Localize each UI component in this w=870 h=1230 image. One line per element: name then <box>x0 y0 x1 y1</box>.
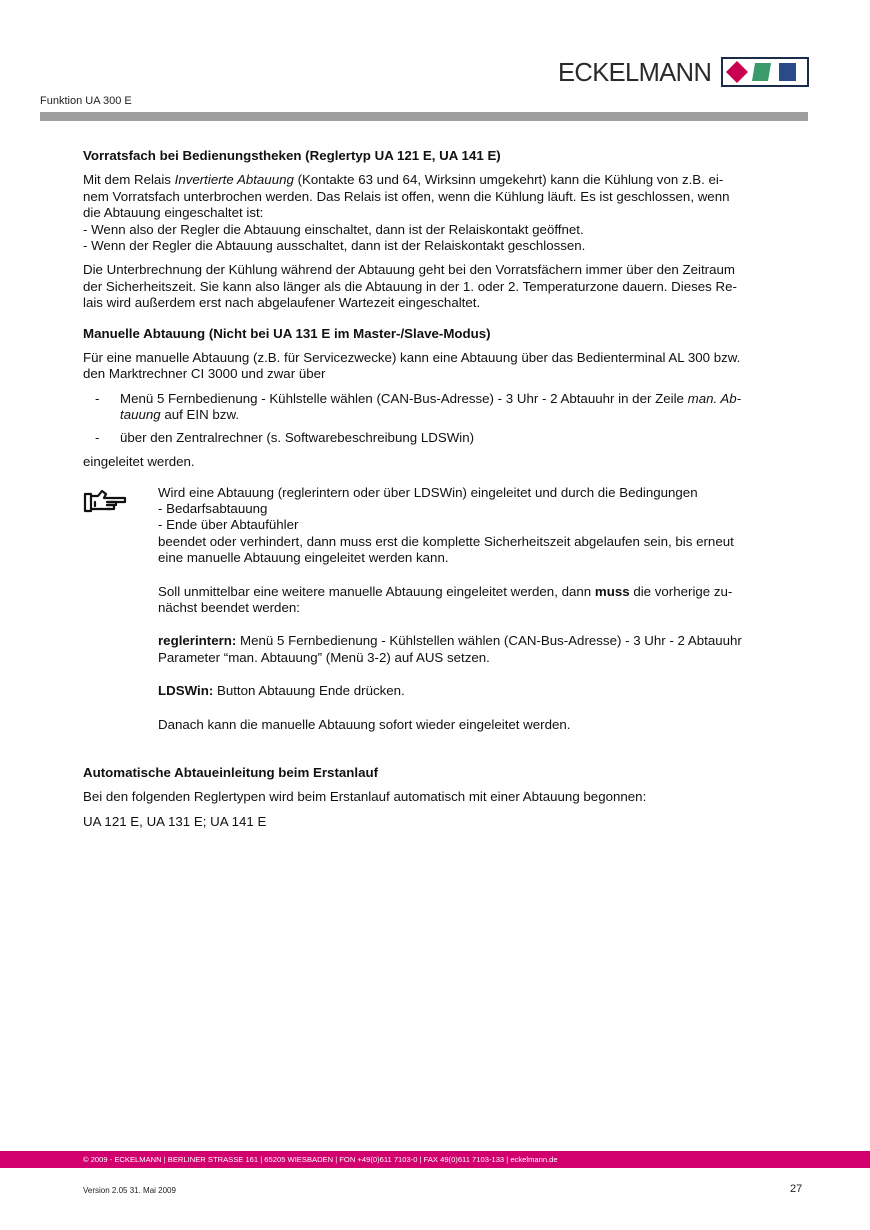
text: Die Unterbrechnung der Kühlung während der Abtauung geht bei den Vorratsfächern immer über den Zeitraum <box>83 262 735 278</box>
pointing-hand-icon <box>83 489 129 515</box>
note-paragraph: Danach kann die manuelle Abtauung sofort wieder eingeleitet werden. <box>158 716 571 732</box>
document-header-title: Funktion UA 300 E <box>40 95 132 107</box>
paragraph-erstanlauf: Bei den folgenden Reglertypen wird beim Erstanlauf automatisch mit einer Abtauung begonnen: <box>83 789 647 805</box>
text: beendet oder verhindert, dann muss erst die komplette Sicherheitszeit abgelaufen sein, bis erneut <box>158 533 734 549</box>
bullet-dash: - <box>95 390 100 406</box>
header-rule <box>40 112 808 121</box>
footer-bar <box>0 1151 870 1168</box>
text: - Bedarfsabtauung <box>158 500 268 516</box>
emphasis-relais-name: Invertierte Abtauung <box>174 172 294 188</box>
footer-address: © 2009 - ECKELMANN | BERLINER STRASSE 161 | 65205 WIESBADEN | FON +49(0)611 7103-0 | FAX 49(0)611 7103-133 | eckelmann.de <box>83 1155 558 1164</box>
note-body <box>158 485 808 733</box>
strong-text: LDSWin: <box>158 683 214 699</box>
text: die vorherige zu- <box>629 583 733 599</box>
version-info: Version 2.05 31. Mai 2009 <box>83 1186 176 1195</box>
text: Wird eine Abtauung (reglerintern oder über LDSWin) eingeleitet und durch die Bedingungen <box>158 484 698 500</box>
section-heading-vorratsfach: Vorratsfach bei Bedienungstheken (Reglertyp UA 121 E, UA 141 E) <box>83 148 501 163</box>
text: (Kontakte 63 und 64, Wirksinn umgekehrt) kann die Kühlung von z.B. ei- <box>293 172 724 188</box>
text: die Abtauung eingeschaltet ist: <box>83 205 264 221</box>
text: den Marktrechner CI 3000 und zwar über <box>83 366 326 382</box>
emphasis: man. Ab- <box>687 390 742 406</box>
text: - Wenn also der Regler die Abtauung einschaltet, dann ist der Relaiskontakt geöffnet. <box>83 221 584 237</box>
text: eine manuelle Abtauung eingeleitet werden kann. <box>158 550 449 566</box>
text: Mit dem Relais <box>83 172 175 188</box>
section-heading-manuelle-abtauung: Manuelle Abtauung (Nicht bei UA 131 E im Master-/Slave-Modus) <box>83 325 491 341</box>
text: lais wird außerdem erst nach abgelaufener Wartezeit eingeschaltet. <box>83 295 481 311</box>
paragraph-reglertypen: UA 121 E, UA 131 E; UA 141 E <box>83 813 267 829</box>
logo-blue-square <box>779 63 796 81</box>
text: Button Abtauung Ende drücken. <box>213 683 405 699</box>
bullet-list <box>83 391 808 446</box>
logo-red-diamond <box>726 61 748 83</box>
list-item <box>95 391 808 424</box>
paragraph-manuelle-intro <box>83 350 808 383</box>
page-number: 27 <box>790 1183 803 1195</box>
text: Menü 5 Fernbedienung - Kühlstelle wählen (CAN-Bus-Adresse) - 3 Uhr - 2 Abtauuhr in der Zeile <box>120 390 688 406</box>
text: Parameter “man. Abtauung” (Menü 3-2) auf AUS setzen. <box>158 649 490 665</box>
page-content <box>83 148 808 838</box>
text: Soll unmittelbar eine weitere manuelle Abtauung eingeleitet werden, dann <box>158 583 595 599</box>
note-paragraph <box>158 633 808 666</box>
note-paragraph <box>158 584 808 617</box>
text: - Wenn der Regler die Abtauung ausschaltet, dann ist der Relaiskontakt geschlossen. <box>83 238 586 254</box>
section-heading-automatische-abtaueinleitung: Automatische Abtaueinleitung beim Erstanlauf <box>83 764 379 780</box>
logo-wordmark: ECKELMANN <box>558 59 712 87</box>
text: auf EIN bzw. <box>160 407 240 423</box>
logo-green-square <box>752 63 771 81</box>
company-logo <box>558 57 810 89</box>
paragraph-unterbrechung <box>83 262 808 311</box>
strong-text: muss <box>594 583 630 599</box>
text: nem Vorratsfach unterbrochen werden. Das Relais ist offen, wenn die Kühlung läuft. Es ist geschlossen, wenn <box>83 188 730 204</box>
text: der Sicherheitszeit. Sie kann also länger als die Abtauung in der 1. oder 2. Temperaturzone dauern. Dieses Re- <box>83 278 737 294</box>
bullet-dash: - <box>95 429 100 445</box>
text: über den Zentralrechner (s. Softwarebeschreibung LDSWin) <box>120 429 475 445</box>
text: Menü 5 Fernbedienung - Kühlstellen wählen (CAN-Bus-Adresse) - 3 Uhr - 2 Abtauuhr <box>236 633 742 649</box>
logo-squares-icon <box>721 57 809 87</box>
text: nächst beendet werden: <box>158 599 300 615</box>
emphasis: tauung <box>120 407 161 423</box>
paragraph-relais <box>83 172 808 254</box>
strong-text: reglerintern: <box>158 633 237 649</box>
paragraph-eingeleitet: eingeleitet werden. <box>83 454 195 470</box>
note-paragraph <box>158 485 808 567</box>
text: Für eine manuelle Abtauung (z.B. für Servicezwecke) kann eine Abtauung über das Bedienterminal AL 300 bzw. <box>83 350 741 366</box>
note-paragraph <box>158 683 808 699</box>
note-box <box>83 485 808 733</box>
list-item <box>95 430 808 446</box>
text: - Ende über Abtaufühler <box>158 517 299 533</box>
